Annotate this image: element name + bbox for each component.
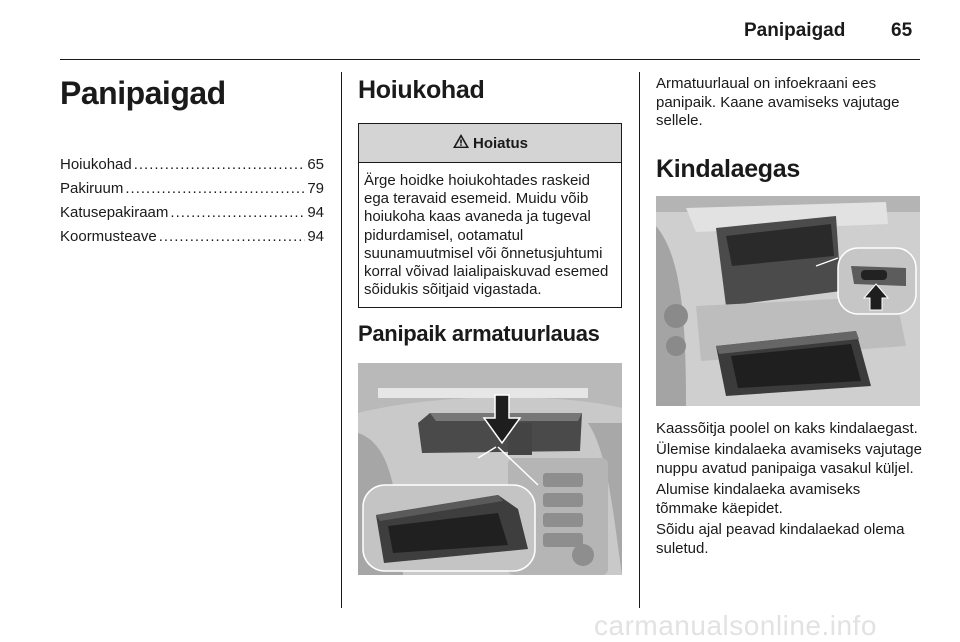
toc-item-pakiruum[interactable] [60, 177, 324, 201]
table-of-contents [60, 153, 324, 249]
toc-item-katusepakiraam[interactable] [60, 201, 324, 225]
toc-item-label: Pakiruum [60, 180, 124, 197]
toc-leader-dots [134, 153, 306, 177]
toc-item-page: 65 [307, 156, 324, 173]
warning-label: Hoiatus [472, 134, 528, 152]
chapter-column [60, 75, 324, 249]
section-title-kindalaegas: Kindalaegas [656, 154, 800, 183]
dashboard-storage-text: Armatuurlaual on infoekraani ees panipaik. Kaane avamiseks vajutage sellele. [656, 75, 900, 129]
running-header-title: Panipaigad [744, 20, 846, 41]
column-divider-right [639, 72, 640, 608]
toc-item-page: 94 [307, 228, 324, 245]
toc-item-page: 94 [307, 204, 324, 221]
toc-leader-dots [170, 201, 305, 225]
column-divider-left [341, 72, 342, 608]
warning-triangle-icon [452, 133, 470, 153]
chapter-title: Panipaigad [60, 75, 226, 111]
glovebox-column [656, 75, 922, 558]
warning-box [358, 123, 622, 308]
warning-header [359, 124, 621, 163]
toc-item-page: 79 [307, 180, 324, 197]
toc-leader-dots [159, 225, 306, 249]
header-rule [60, 59, 920, 60]
glovebox-text-3: Alumise kindalaeka avamiseks tõmmake käepidet. [656, 481, 861, 517]
section-title-hoiukohad: Hoiukohad [358, 76, 485, 104]
toc-item-label: Koormusteave [60, 228, 157, 245]
toc-leader-dots [125, 177, 305, 201]
glovebox-text-2: Ülemise kindalaeka avamiseks vajutage nuppu avatud panipaiga vasakul küljel. [656, 441, 922, 477]
toc-item-label: Katusepakiraam [60, 204, 169, 221]
watermark-text: carmanualsonline.info [594, 610, 877, 641]
storage-column [358, 75, 622, 575]
dashboard-storage-illustration [358, 363, 622, 575]
toc-item-koormusteave[interactable] [60, 225, 324, 249]
toc-item-label: Hoiukohad [60, 156, 132, 173]
warning-text: Ärge hoidke hoiukohtades raskeid ega teravaid esemeid. Muidu võib hoiukoha kaas avaneda ja tugeval pidurdamisel, ootamatul suunamuutmisel või õnnetusjuhtumi korral võivad laialipaiskuvad esemed sõidukis sõitjaid vigastada. [364, 172, 609, 299]
subsection-title-dashboard: Panipaik armatuurlauas [358, 321, 600, 347]
page-number: 65 [891, 20, 913, 41]
toc-item-hoiukohad[interactable] [60, 153, 324, 177]
glovebox-illustration [656, 196, 920, 406]
glovebox-text-4: Sõidu ajal peavad kindalaekad olema suletud. [656, 521, 905, 557]
glovebox-text-1: Kaassõitja poolel on kaks kindalaegast. [656, 419, 918, 437]
